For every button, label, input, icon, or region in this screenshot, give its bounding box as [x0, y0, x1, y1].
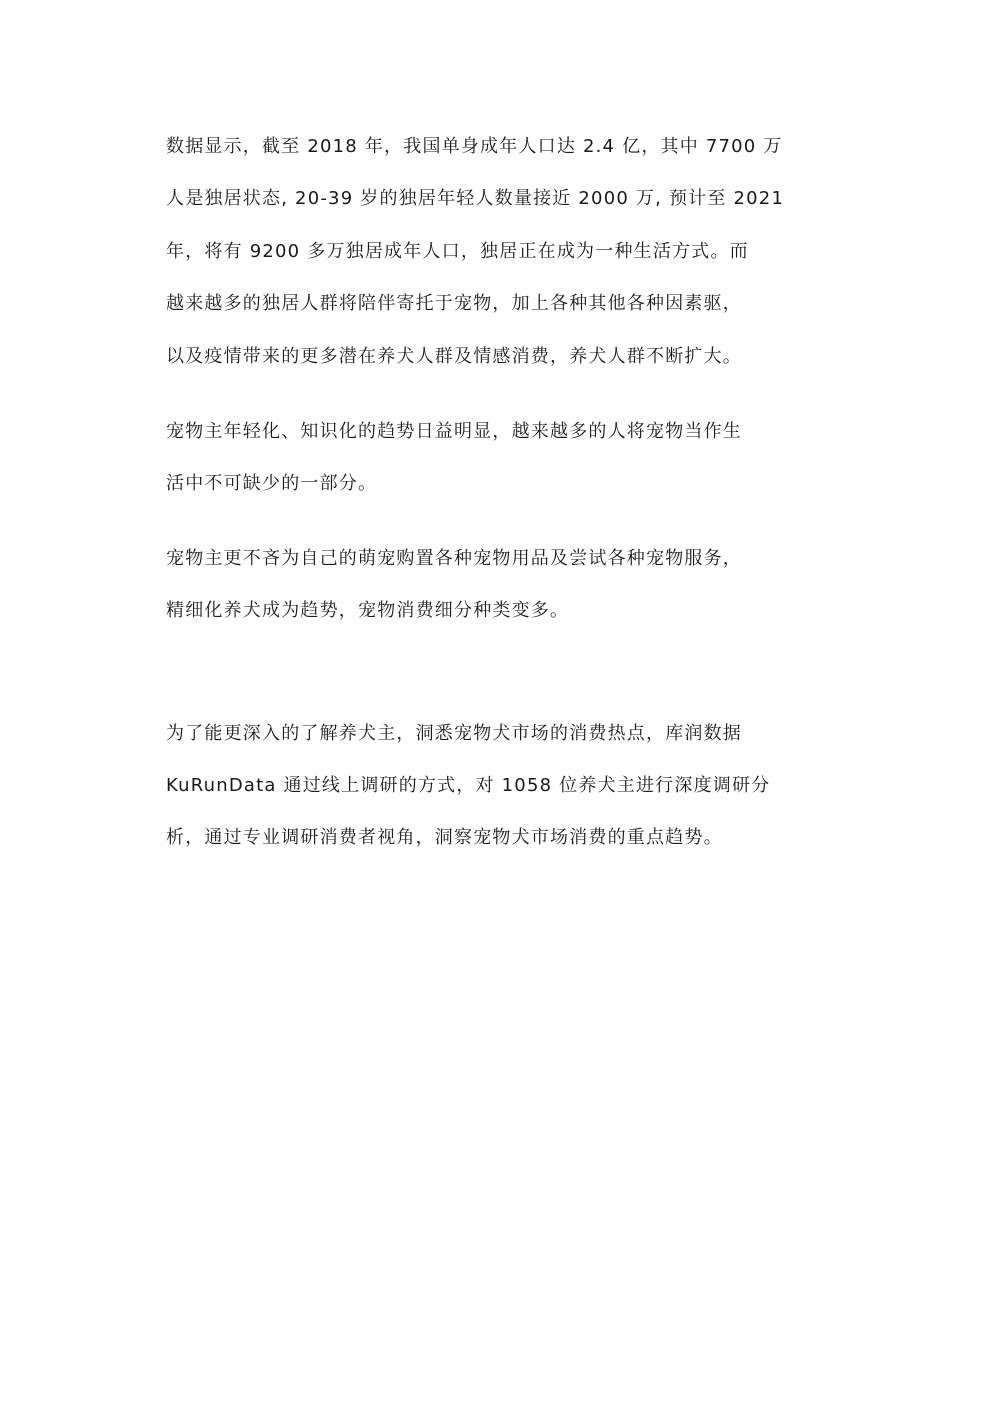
- text-line: 数据显示，截至 2018 年，我国单身成年人口达 2.4 亿，其中 7700 万: [166, 136, 783, 157]
- text-line: KuRunData 通过线上调研的方式，对 1058 位养犬主进行深度调研分: [166, 775, 771, 796]
- text-line: 年，将有 9200 多万独居成年人口，独居正在成为一种生活方式。而: [166, 241, 749, 262]
- text-line: 越来越多的独居人群将陪伴寄托于宠物，加上各种其他各种因素驱，: [166, 293, 742, 314]
- text-line: 宠物主更不吝为自己的萌宠购置各种宠物用品及尝试各种宠物服务，: [166, 548, 742, 569]
- text-line: 为了能更深入的了解养犬主，洞悉宠物犬市场的消费热点，库润数据: [166, 723, 742, 744]
- text-line: 人是独居状态, 20-39 岁的独居年轻人数量接近 2000 万, 预计至 2021: [166, 188, 785, 209]
- text-line: 析，通过专业调研消费者视角，洞察宠物犬市场消费的重点趋势。: [166, 827, 723, 848]
- text-line: 以及疫情带来的更多潜在养犬人群及情感消费，养犬人群不断扩大。: [166, 346, 742, 367]
- text-line: 精细化养犬成为趋势，宠物消费细分种类变多。: [166, 600, 570, 621]
- text-line: 宠物主年轻化、知识化的趋势日益明显，越来越多的人将宠物当作生: [166, 421, 742, 442]
- text-line: 活中不可缺少的一部分。: [166, 473, 378, 494]
